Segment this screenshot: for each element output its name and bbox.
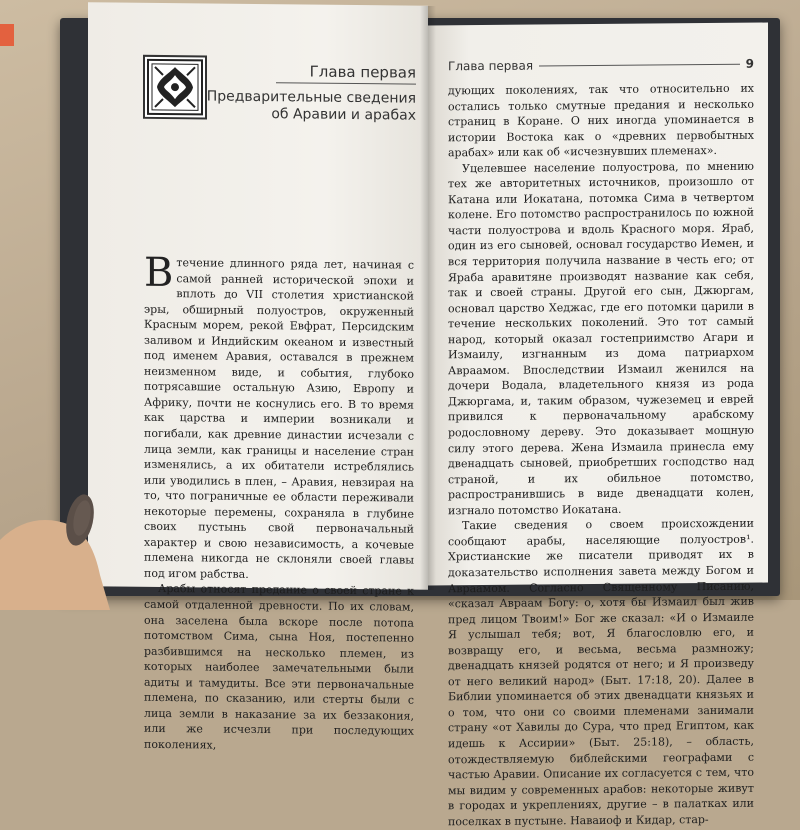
- left-paragraph-2: Арабы относят предание о своей стране к самой отдаленной древности. По их словам, она заселена была вскоре после потопа потомством Сима, сына Ноя, постепенно разбившимся на несколько племен, из которых наиболее замечательными были адиты и тамудиты. Все эти первоначальные племена, по сказанию, или стерты были с лица земли в наказание за их беззакония, или же исчезли при последующих поколениях,: [144, 582, 414, 752]
- left-page: [88, 2, 428, 752]
- drop-cap: В: [144, 249, 174, 297]
- left-paragraph-1: [144, 249, 414, 584]
- chapter-subtitle-line2: об Аравии и арабах: [271, 106, 416, 124]
- chapter-heading: [207, 61, 416, 124]
- chapter-rule: [276, 82, 416, 84]
- chapter-title: Глава первая: [309, 62, 416, 82]
- book-gutter: [420, 6, 436, 590]
- right-paragraph-2: Уцелевшее население полуострова, по мнению тех же авторитетных источников, произошло от Катана или Иокатана, потомка Сима в четвертом колене. Его потомство распространилось по южной части полуострова и вдоль Красного моря. Яраб, один из его сыновей, основал государство Иемен, и вся территория получила название в честь его; от Яраба аравитяне производят название как себя, так и своей страны. Другой его сын, Джюргам, основал царство Хеджас, где его потомки царили в течение нескольких поколений. Это тот самый народ, который оказал гостеприимство Агари и Измаилу, изгнанным из дома патриархом Авраамом. Впоследствии Измаил женился на дочери Водала, владетельного князя из рода Джюргама, и, таким образом, чужеземец и еврей привился к первоначальному арабскому родословному дереву. Это доказывает мощную силу этого дерева. Жена Измаила принесла ему двенадцать сыновей, приобретших господство над страной, и их обильное потомство, распространившись в виде двенадцати колен, изгнало потомство Иокатана.: [448, 159, 754, 518]
- right-body-text: [448, 81, 754, 830]
- right-page: [428, 23, 768, 829]
- orange-tab: [0, 24, 14, 46]
- running-head-title: Глава первая: [448, 58, 534, 74]
- right-paragraph-1: дующих поколениях, так что относительно их остались только смутные предания и несколько страниц в Коране. О них иногда упоминается в истории Востока как о «древних первобытных арабах» или как об «исчезнувших племенах».: [448, 81, 754, 160]
- left-paragraph-1-text: течение длинного ряда лет, начиная с самой ранней исторической эпохи и вплоть до VII столетия христианской эры, обширный полуостров, окруженный Красным морем, рекой Евфрат, Персидским заливом и Индийским океаном и известный под именем Аравия, оставался в прежнем неизменном виде, и события, глубоко потрясавшие остальную Азию, Европу и Африку, почти не коснулись его. В то время как царства и империи возникали и погибали, как древние династии исчезали с лица земли, как границы и население стран изменялись, а их обитатели истреблялись или уводились в плен, – Аравия, невзирая на то, что пограничные ее области переживали некоторые перемены, сохраняла в глубине своих пустынь свой первоначальный характер и свою независимость, а кочевые племена никогда не склоняли своей главы под игом рабства.: [144, 256, 414, 581]
- hand-holding-book-icon: [0, 480, 120, 610]
- chapter-ornament-icon: [143, 55, 207, 120]
- right-paragraph-3: Такие сведения о своем происхождении сообщают арабы, населяющие полуостров¹. Христианские же писатели приводят их в доказательство исполнения завета между Богом и Авраамом. Согласно Священному Писанию, «сказал Авраам Богу: о, хотя бы Измаил был жив пред лицом Твоим!» Бог же сказал: «И о Измаиле Я услышал тебя; вот, Я благословлю его, и возвращу его, и весьма, весьма размножу; двенадцать князей родятся от него; и Я произведу от него великий народ» (Быт. 17:18, 20). Далее в Библии упоминается об этих двенадцати князьях и о том, что они со своими племенами занимали страну «от Хавилы до Сура, что пред Египтом, как идешь к Ассирии» (Быт. 25:18), – область, отождествляемую библейскими географами с частью Аравии. Описание их согласуется с тем, что мы видим у современных арабов: некоторые живут в городах и укреплениях, другие – в палатках или поселках в пустыне. Наваиоф и Кидар, стар-: [448, 516, 754, 829]
- page-number: 9: [745, 56, 754, 71]
- running-head-rule: [539, 63, 740, 66]
- left-body-text: [144, 249, 414, 755]
- running-head: [448, 57, 754, 74]
- chapter-subtitle-line1: Предварительные сведения: [206, 88, 416, 107]
